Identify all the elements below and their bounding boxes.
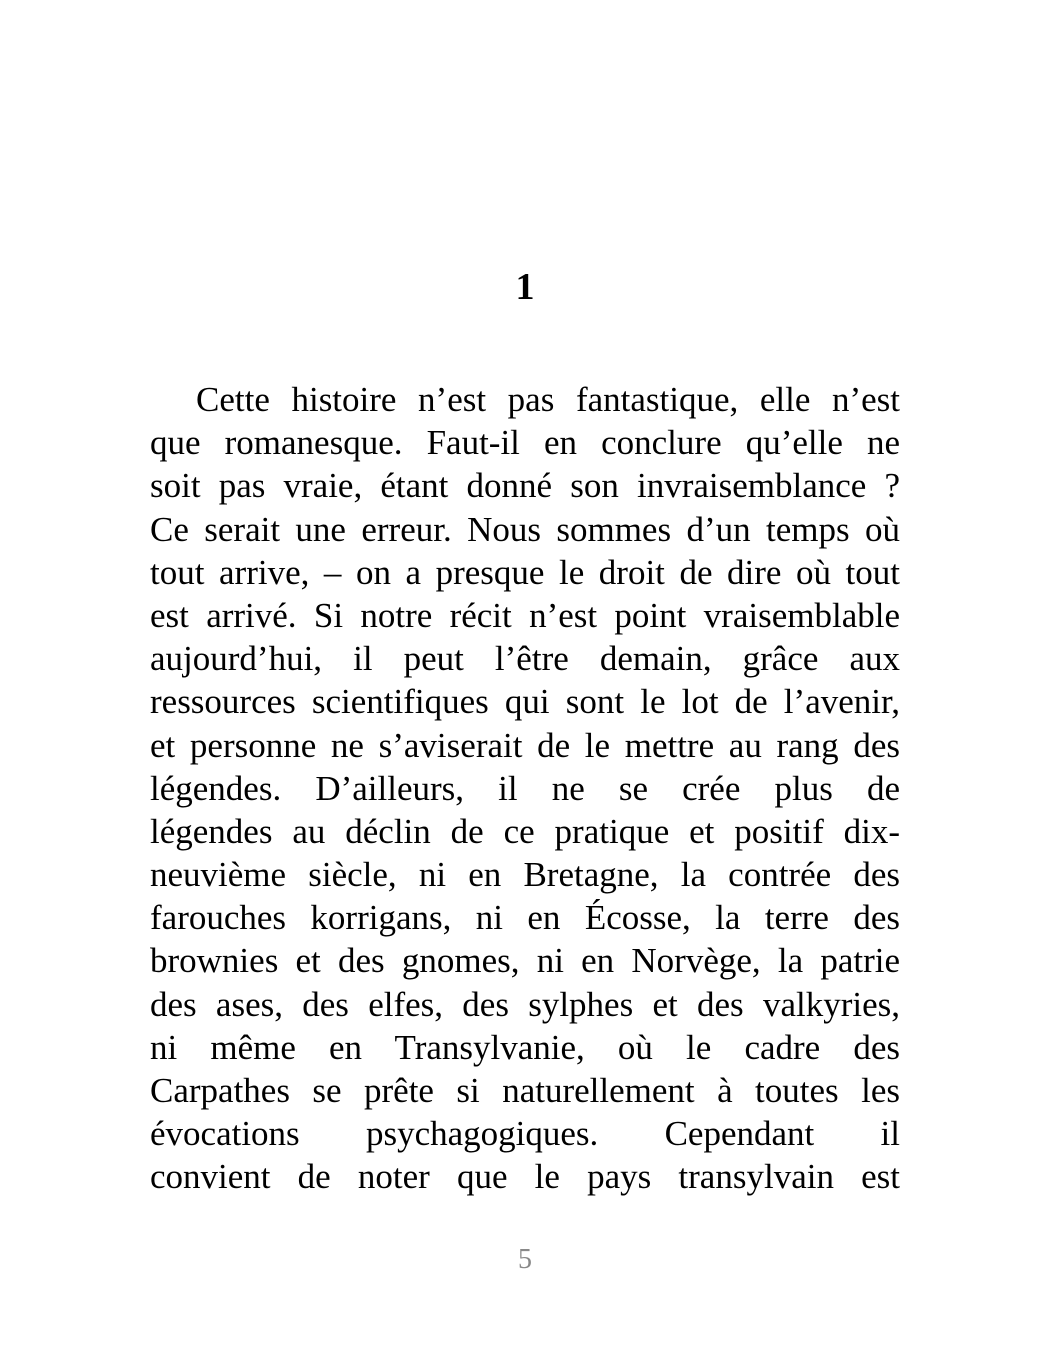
- text-line: aujourd’hui, il peut l’être demain, grâce aux: [150, 639, 900, 679]
- text-line: Cette histoire n’est pas fantastique, elle n’est: [196, 380, 900, 419]
- text-line: Carpathes se prête si naturellement à toutes les: [150, 1071, 900, 1110]
- text-line: tout arrive, – on a presque le droit de dire où tout: [150, 552, 900, 592]
- text-line: que romanesque. Faut-il en conclure qu’elle ne: [150, 423, 900, 463]
- text-line: et personne ne s’aviserait de le mettre au rang des: [150, 725, 900, 765]
- text-line: ressources scientifiques qui sont le lot de l’avenir,: [150, 682, 900, 722]
- text-line: légendes. D’ailleurs, il ne se crée plus de: [150, 768, 900, 808]
- text-line: ni même en Transylvanie, où le cadre des: [150, 1027, 900, 1067]
- text-line: des ases, des elfes, des sylphes et des valkyries,: [150, 984, 900, 1024]
- text-line: Ce serait une erreur. Nous sommes d’un temps où: [150, 509, 900, 549]
- text-line: légendes au déclin de ce pratique et positif dix-: [150, 811, 900, 851]
- text-line: convient de noter que le pays transylvain est: [150, 1157, 900, 1197]
- text-line: est arrivé. Si notre récit n’est point vraisemblable: [150, 595, 900, 635]
- chapter-number: 1: [515, 266, 535, 308]
- text-line: farouches korrigans, ni en Écosse, la terre des: [150, 898, 900, 938]
- text-line: neuvième siècle, ni en Bretagne, la contrée des: [150, 855, 900, 895]
- chapter-body-text: [150, 378, 900, 1199]
- text-line: brownies et des gnomes, ni en Norvège, la patrie: [150, 941, 900, 981]
- text-line: soit pas vraie, étant donné son invraisemblance ?: [150, 466, 900, 506]
- text-line: évocations psychagogiques. Cependant il: [150, 1114, 900, 1154]
- page-number: 5: [518, 1244, 532, 1275]
